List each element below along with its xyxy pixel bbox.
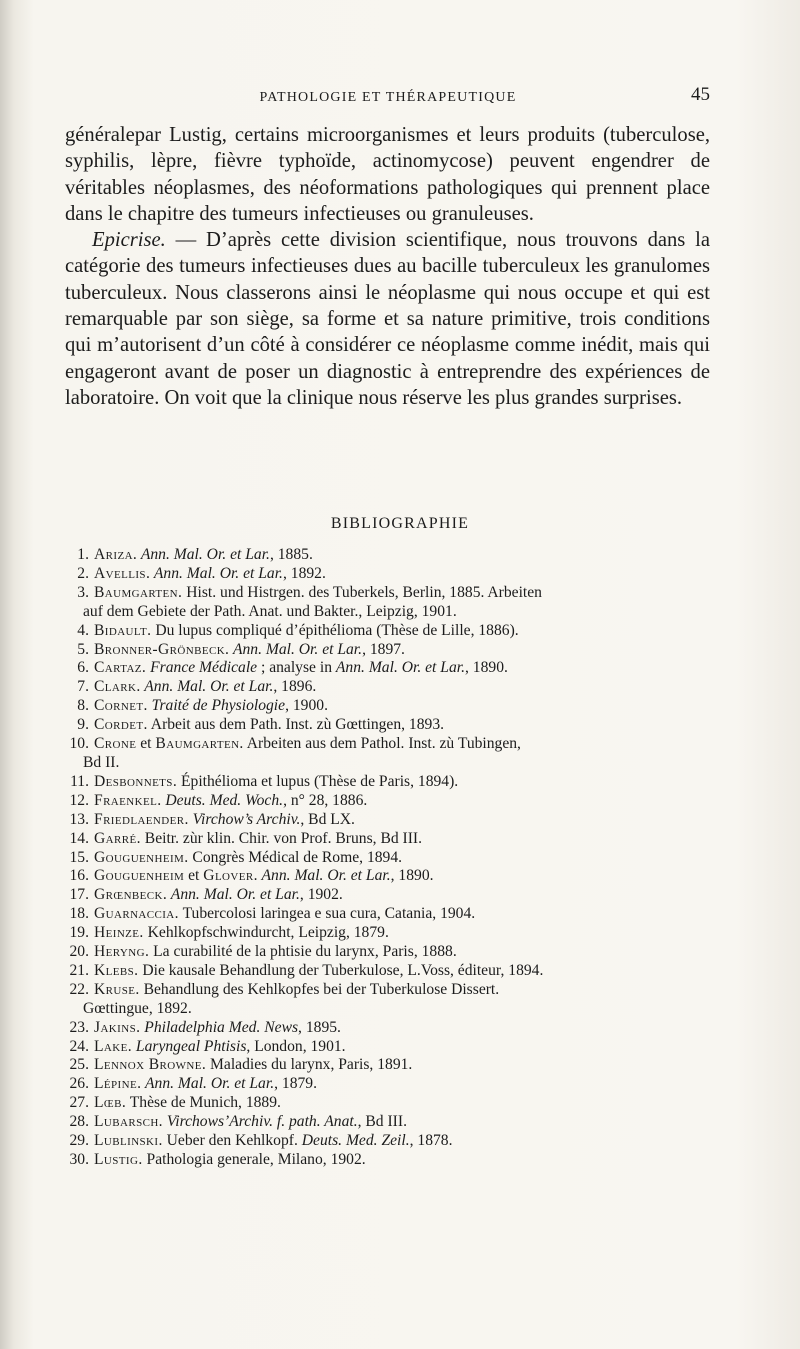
entry-content (89, 905, 713, 924)
entry-author: Desbonnets. (94, 772, 178, 790)
entry-number: 6. (77, 659, 89, 677)
entry-journal: Ann. Mal. Or. et Lar. (167, 886, 300, 904)
entry-number: 19. (69, 924, 89, 942)
bibliography-entry (59, 1094, 713, 1113)
entry-number: 14. (69, 829, 89, 847)
entry-number: 16. (69, 867, 89, 885)
entry-author: Bronner-Grönbeck. (94, 640, 230, 658)
entry-number: 3. (77, 583, 89, 601)
entry-number: 23. (69, 1018, 89, 1036)
paragraph-2 (65, 227, 710, 411)
entry-content (89, 622, 713, 641)
entry-text: Beitr. zùr klin. Chir. von Prof. Bruns, Bd III. (140, 829, 423, 847)
entry-content (89, 811, 713, 830)
entry-text: , 1878. (409, 1132, 453, 1150)
entry-author: Lustig. (94, 1151, 143, 1168)
entry-content (89, 792, 713, 811)
entry-content (89, 849, 713, 868)
entry-content (89, 659, 713, 678)
bibliography-entry (59, 584, 713, 622)
entry-author: Gouguenheim. (94, 848, 189, 866)
bibliography-entry (59, 659, 713, 678)
entry-number: 1. (77, 546, 89, 563)
entry-number: 22. (69, 980, 89, 998)
entry-journal: Deuts. Med. Woch. (161, 791, 284, 809)
entry-number: 10. (69, 735, 89, 753)
entry-number: 7. (77, 678, 89, 696)
entry-number: 8. (77, 697, 89, 715)
entry-journal: Laryngeal Phtisis (132, 1037, 247, 1055)
entry-text: Ueber den Kehlkopf. (162, 1132, 302, 1150)
entry-author: Crone (94, 735, 137, 753)
entry-content (89, 584, 713, 603)
entry-content (89, 716, 713, 735)
entry-content (89, 981, 713, 1000)
entry-content (89, 867, 713, 886)
entry-number: 4. (77, 621, 89, 639)
entry-number: 27. (69, 1094, 89, 1112)
entry-author: Guarnaccia. (94, 905, 179, 923)
entry-text: , 1900. (285, 697, 328, 715)
entry-journal: Ann. Mal. Or. et Lar. (229, 640, 363, 658)
entry-author: Lublinski. (94, 1132, 163, 1150)
entry-journal: Ann. Mal. Or. et Lar. (150, 564, 283, 582)
entry-number: 5. (77, 640, 89, 658)
bibliography-entry (59, 1038, 713, 1057)
bibliography-entry (59, 1075, 713, 1094)
entry-author: Cartaz. (94, 659, 147, 677)
page-number: 45 (691, 84, 710, 105)
entry-text: ; analyse in (257, 659, 336, 677)
entry-journal: Virchow’s Archiv. (188, 810, 301, 828)
bibliography-entry (59, 1151, 713, 1170)
paragraph-1: généralepar Lustig, certains microorganismes et leurs produits (tuberculose, syphilis, lèpre, fièvre typhoïde, actinomycose) peuvent engendrer de véritables néoplasmes, des néoformations pathologiques qui prennent place dans le chapitre des tumeurs infectieuses ou granuleuses. (65, 124, 710, 225)
entry-author: Lubarsch. (94, 1113, 163, 1131)
entry-text: , Bd LX. (300, 810, 355, 828)
entry-content (89, 830, 713, 849)
bibliography-entry (59, 546, 713, 565)
bibliography-entry (59, 981, 713, 1019)
bibliography-entry (59, 678, 713, 697)
entry-content (89, 546, 713, 565)
entry-text: , Bd III. (357, 1113, 407, 1131)
entry-text: , London, 1901. (246, 1037, 346, 1055)
entry-coauthor: Baumgarten. (155, 735, 244, 753)
entry-author: Cornet. (94, 697, 148, 715)
bibliography-entry (59, 1132, 713, 1151)
bibliography-entry (59, 867, 713, 886)
entry-text: La curabilité de la phtisie du larynx, Paris, 1888. (149, 943, 457, 961)
entry-number: 28. (69, 1113, 89, 1131)
bibliography-entry (59, 886, 713, 905)
entry-content (89, 1019, 713, 1038)
entry-text: , 1902. (299, 886, 343, 904)
entry-journal: Ann. Mal. Or. et Lar. (137, 546, 270, 563)
entry-author: Fraenkel. (94, 791, 162, 809)
bibliography-entry (59, 792, 713, 811)
bibliography-entry (59, 830, 713, 849)
entry-number: 30. (69, 1151, 89, 1168)
entry-number: 24. (69, 1037, 89, 1055)
entry-continuation: Bd II. (83, 753, 120, 771)
bibliography-list (59, 546, 713, 1170)
entry-author: Lake. (94, 1037, 133, 1055)
paragraph-2-text: — D’après cette division scientifique, nous trouvons dans la catégorie des tumeurs infectieuses dues au bacille tuberculeux les granulomes tuberculeux. Nous classerons ainsi le néoplasme qui nous occupe et qui est remarquable par son siège, sa forme et sa nature primitive, trois conditions qui m’autorisent d’un côté à considérer ce néoplasme comme inédit, mais qui engageront avant de poser un diagnostic à entreprendre des expériences de laboratoire. On voit que la clinique nous réserve les plus grandes surprises. (65, 229, 710, 409)
entry-coauthor: Glover. (203, 867, 258, 885)
bibliography-entry (59, 773, 713, 792)
entry-text: , 1896. (273, 678, 317, 696)
entry-author: Lépine. (94, 1075, 142, 1093)
entry-author: Heinze. (94, 924, 144, 942)
bibliography-entry (59, 849, 713, 868)
entry-text: et (136, 735, 156, 753)
entry-author: Kruse. (94, 980, 140, 998)
entry-content (89, 886, 713, 905)
entry-content (89, 773, 713, 792)
entry-journal: Virchows’Archiv. f. path. Anat. (162, 1113, 358, 1131)
entry-author: Clark. (94, 678, 141, 696)
entry-text: , 1892. (282, 564, 326, 582)
entry-content (89, 735, 713, 754)
entry-content (89, 1075, 713, 1094)
entry-author: Heryng. (94, 943, 150, 961)
entry-content (89, 565, 713, 584)
body-text (65, 122, 710, 411)
entry-content (89, 1056, 713, 1075)
bibliography-heading: BIBLIOGRAPHIE (330, 515, 470, 532)
entry-text: Maladies du larynx, Paris, 1891. (206, 1056, 413, 1074)
entry-text: , 1890. (465, 659, 508, 677)
entry-text: , 1885. (269, 546, 313, 563)
entry-journal: Traité de Physiologie (147, 697, 286, 715)
entry-continuation: auf dem Gebiete der Path. Anat. und Bakter., Leipzig, 1901. (83, 602, 457, 620)
bibliography-entry (59, 811, 713, 830)
entry-text: Du lupus compliqué d’épithélioma (Thèse de Lille, 1886). (151, 621, 519, 639)
entry-journal: Deuts. Med. Zeil. (301, 1132, 410, 1150)
entry-content (89, 1151, 713, 1170)
entry-content (89, 697, 713, 716)
entry-text: Arbeiten aus dem Pathol. Inst. zù Tubingen, (243, 735, 521, 753)
entry-author: Grœnbeck. (94, 886, 168, 904)
entry-text: Tubercolosi laringea e sua cura, Catania, 1904. (178, 905, 476, 923)
entry-author: Gouguenheim (94, 867, 185, 885)
bibliography-entry (59, 622, 713, 641)
entry-text: Thèse de Munich, 1889. (126, 1094, 281, 1112)
entry-number: 11. (70, 772, 89, 790)
entry-number: 20. (69, 943, 89, 961)
entry-author: Cordet. (94, 716, 148, 734)
entry-author: Garré. (94, 829, 141, 847)
entry-text: , 1890. (390, 867, 434, 885)
entry-number: 15. (69, 848, 89, 866)
bibliography-entry (59, 565, 713, 584)
entry-journal: Ann. Mal. Or. et Lar. (257, 867, 391, 885)
entry-author: Ariza. (94, 546, 138, 563)
entry-number: 12. (69, 791, 89, 809)
entry-author: Friedlaender. (94, 810, 189, 828)
bibliography-entry (59, 962, 713, 981)
entry-text: Behandlung des Kehlkopfes bei der Tuberkulose Dissert. (139, 980, 500, 998)
entry-number: 18. (69, 905, 89, 923)
entry-number: 17. (69, 886, 89, 904)
entry-journal: France Médicale (146, 659, 258, 677)
entry-text: Congrès Médical de Rome, 1894. (188, 848, 403, 866)
entry-text: Kehlkopfschwindurcht, Leipzig, 1879. (143, 924, 389, 942)
entry-journal: Ann. Mal. Or. et Lar. (335, 659, 465, 677)
entry-content (89, 1132, 713, 1151)
bibliography-entry (59, 943, 713, 962)
bibliography-entry (59, 905, 713, 924)
bibliography-entry (59, 716, 713, 735)
bibliography-entry (59, 1113, 713, 1132)
bibliography-entry (59, 924, 713, 943)
entry-author: Jakins. (94, 1018, 141, 1036)
epicrise-label: Epicrise. (92, 229, 166, 252)
running-title: PATHOLOGIE ET THÉRAPEUTIQUE (259, 90, 517, 105)
entry-content (89, 924, 713, 943)
entry-text: , 1895. (298, 1018, 341, 1036)
entry-text: , 1897. (362, 640, 405, 658)
entry-content (89, 1038, 713, 1057)
entry-author: Lœb. (94, 1094, 127, 1112)
entry-content (89, 678, 713, 697)
entry-content (89, 962, 713, 981)
entry-number: 2. (77, 564, 89, 582)
entry-journal: Ann. Mal. Or. et Lar. (141, 1075, 275, 1093)
entry-text: et (184, 867, 204, 885)
entry-number: 13. (69, 810, 89, 828)
entry-content (89, 943, 713, 962)
entry-text: Épithélioma et lupus (Thèse de Paris, 1894). (177, 772, 459, 790)
entry-content (89, 1113, 713, 1132)
entry-author: Lennox Browne. (94, 1056, 207, 1074)
running-header (66, 84, 710, 110)
entry-text: Hist. und Histrgen. des Tuberkels, Berlin, 1885. Arbeiten (182, 583, 542, 601)
bibliography-entry (59, 1019, 713, 1038)
bibliography-entry (59, 735, 713, 773)
entry-number: 25. (69, 1056, 89, 1074)
entry-journal: Philadelphia Med. News (140, 1018, 299, 1036)
entry-author: Klebs. (94, 961, 139, 979)
entry-continuation: Gœttingue, 1892. (83, 999, 192, 1017)
entry-number: 9. (77, 716, 89, 734)
entry-content (89, 1094, 713, 1113)
entry-number: 26. (69, 1075, 89, 1093)
entry-text: Pathologia generale, Milano, 1902. (142, 1151, 366, 1168)
entry-text: Die kausale Behandlung der Tuberkulose, L.Voss, éditeur, 1894. (138, 961, 544, 979)
entry-number: 21. (69, 961, 89, 979)
entry-author: Bidault. (94, 621, 152, 639)
entry-number: 29. (69, 1132, 89, 1150)
entry-content (89, 641, 713, 660)
bibliography-entry (59, 641, 713, 660)
bibliography-entry (59, 1056, 713, 1075)
entry-text: , 1879. (274, 1075, 317, 1093)
entry-author: Avellis. (94, 564, 151, 582)
bibliography-entry (59, 697, 713, 716)
entry-text: Arbeit aus dem Path. Inst. zù Gœttingen, 1893. (147, 716, 445, 734)
entry-journal: Ann. Mal. Or. et Lar. (140, 678, 274, 696)
entry-text: , n° 28, 1886. (283, 791, 368, 809)
entry-author: Baumgarten. (94, 583, 183, 601)
